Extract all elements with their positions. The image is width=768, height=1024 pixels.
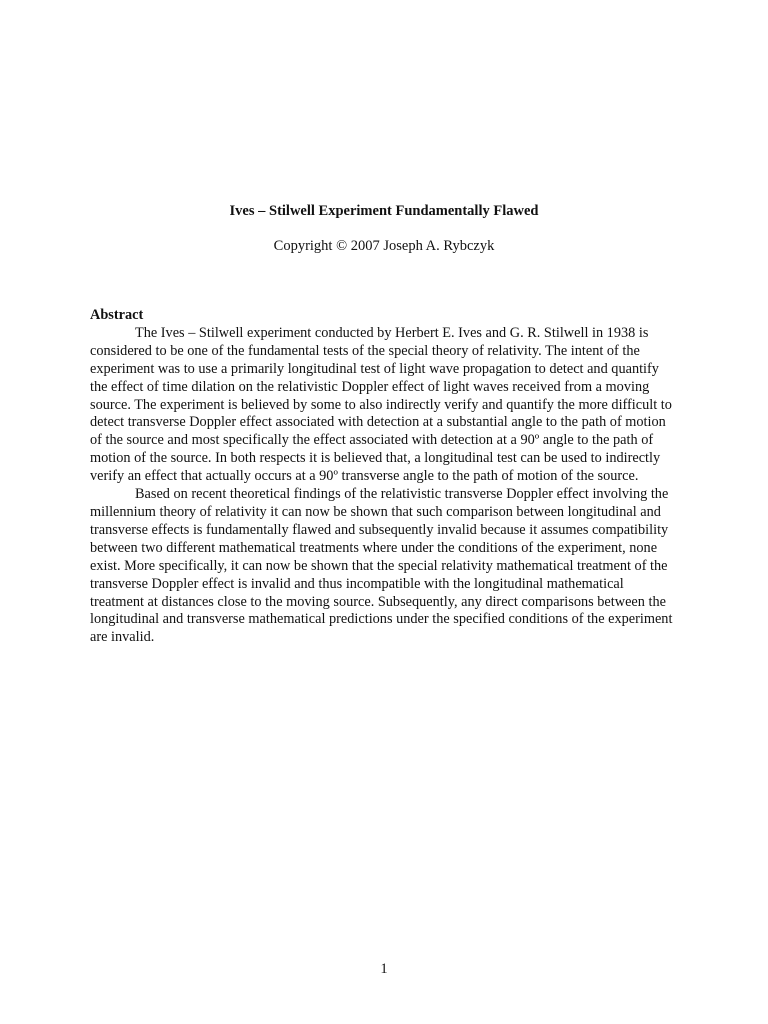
abstract-paragraph-2: Based on recent theoretical findings of the relativistic transverse Doppler effect involving the millennium theory of relativity it can now be shown that such comparison between longitudinal and transverse effects is fundamentally flawed and subsequently invalid because it assumes compatibility between two different mathematical treatments where under the conditions of the experiment, none exist. More specifically, it can now be shown that the special relativity mathematical treatment of the transverse Doppler effect is invalid and thus incompatible with the longitudinal mathematical treatment at distances close to the moving source. Subsequently, any direct comparisons between the longitudinal and transverse mathematical predictions under the specified conditions of the experiment are invalid. <box>90 486 673 646</box>
abstract-heading: Abstract <box>90 307 144 323</box>
page-number: 1 <box>380 961 388 977</box>
abstract-section <box>90 307 677 647</box>
abstract-paragraph-1: The Ives – Stilwell experiment conducted by Herbert E. Ives and G. R. Stilwell in 1938 is considered to be one of the fundamental tests of the special theory of relativity. The intent of the experiment was to use a primarily longitudinal test of light wave propagation to detect and quantify the effect of time dilation on the relativistic Doppler effect of light waves received from a moving source. The experiment is believed by some to also indirectly verify and quantify the more difficult to detect transverse Doppler effect associated with detection at a substantial angle to the path of motion of the source and most specifically the effect associated with detection at a 90º angle to the path of motion of the source. In both respects it is believed that, a longitudinal test can be used to indirectly verify an effect that actually occurs at a 90º transverse angle to the path of motion of the source. <box>90 324 672 485</box>
paper-title: Ives – Stilwell Experiment Fundamentally Flawed <box>229 203 539 219</box>
copyright-line: Copyright © 2007 Joseph A. Rybczyk <box>273 238 495 254</box>
